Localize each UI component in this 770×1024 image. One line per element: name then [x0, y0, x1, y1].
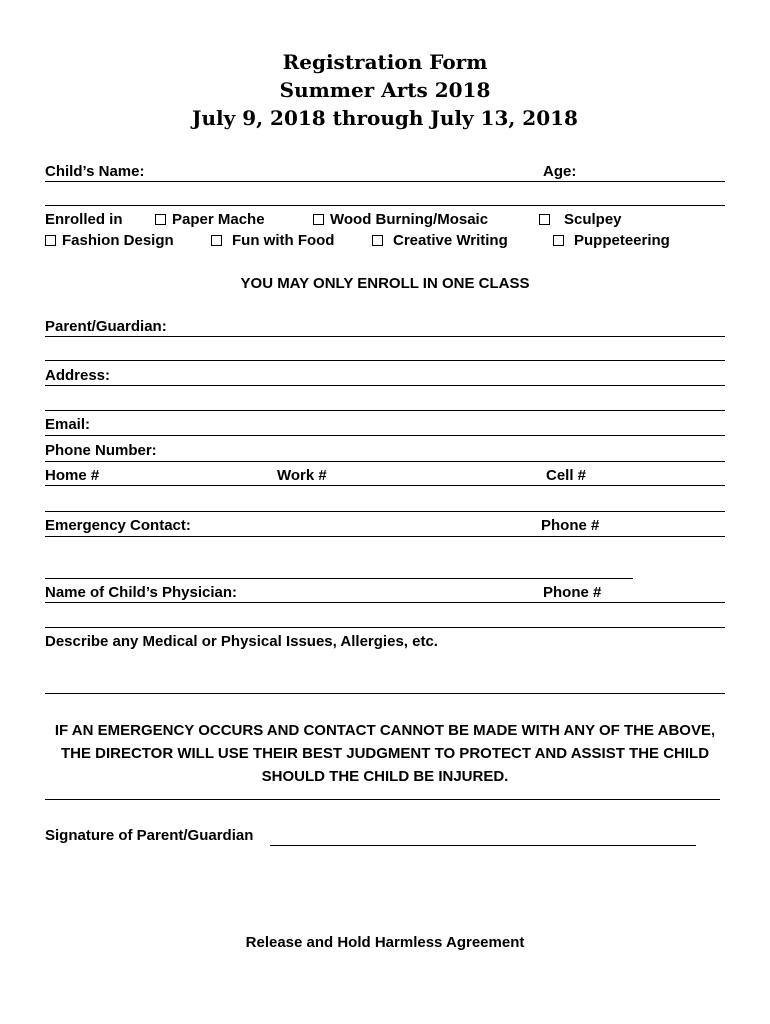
phones-line-2[interactable]	[45, 511, 725, 512]
home-phone-label: Home #	[45, 467, 100, 484]
form-dates: July 9, 2018 through July 13, 2018	[192, 106, 578, 130]
medical-issues-field-line[interactable]	[45, 693, 725, 694]
form-title: Registration Form	[282, 50, 488, 74]
physician-phone-label: Phone #	[543, 584, 602, 601]
email-label: Email:	[45, 416, 91, 433]
class-option-paper-mache[interactable]: Paper Mache	[155, 211, 265, 229]
form-subtitle: Summer Arts 2018	[279, 78, 491, 102]
class-option-fashion-design[interactable]: Fashion Design	[45, 232, 174, 250]
class-option-creative-writing[interactable]: Creative Writing	[372, 232, 508, 250]
phone-number-line[interactable]	[45, 461, 725, 462]
checkbox-icon[interactable]	[372, 235, 383, 246]
signature-label: Signature of Parent/Guardian	[45, 827, 254, 844]
medical-issues-label: Describe any Medical or Physical Issues, Allergies, etc.	[45, 633, 438, 650]
checkbox-icon[interactable]	[211, 235, 222, 246]
checkbox-icon[interactable]	[313, 214, 324, 225]
class-option-sculpey[interactable]: Sculpey	[539, 211, 622, 229]
emergency-contact-label: Emergency Contact:	[45, 517, 191, 534]
release-agreement-heading: Release and Hold Harmless Agreement	[245, 934, 525, 951]
checkbox-icon[interactable]	[553, 235, 564, 246]
parent-guardian-line-2[interactable]	[45, 360, 725, 361]
parent-guardian-label: Parent/Guardian:	[45, 318, 167, 335]
physician-field-line[interactable]	[45, 602, 725, 603]
work-phone-label: Work #	[277, 467, 327, 484]
child-name-field-line[interactable]	[45, 181, 725, 182]
emergency-contact-line-2[interactable]	[45, 578, 633, 579]
one-class-notice: YOU MAY ONLY ENROLL IN ONE CLASS	[240, 275, 530, 292]
cell-phone-label: Cell #	[546, 467, 587, 484]
class-option-wood-burning[interactable]: Wood Burning/Mosaic	[313, 211, 488, 229]
parent-guardian-field-line[interactable]	[45, 336, 725, 337]
class-option-puppeteering[interactable]: Puppeteering	[553, 232, 670, 250]
emergency-notice: IF AN EMERGENCY OCCURS AND CONTACT CANNOT BE MADE WITH ANY OF THE ABOVE, THE DIRECTOR WILL USE THEIR BEST JUDGMENT TO PROTECT AND ASSIST THE CHILD SHOULD THE CHILD BE INJURED.	[54, 722, 716, 785]
phone-number-label: Phone Number:	[45, 442, 157, 459]
address-line-2[interactable]	[45, 410, 725, 411]
email-field-line[interactable]	[45, 435, 725, 436]
enrolled-in-label: Enrolled in	[45, 211, 123, 228]
checkbox-icon[interactable]	[45, 235, 56, 246]
emergency-phone-label: Phone #	[541, 517, 600, 534]
phones-field-line[interactable]	[45, 485, 725, 486]
physician-line-2[interactable]	[45, 627, 725, 628]
child-name-label: Child’s Name:	[45, 163, 145, 180]
divider-line	[45, 205, 725, 206]
address-field-line[interactable]	[45, 385, 725, 386]
emergency-contact-field-line[interactable]	[45, 536, 725, 537]
age-label: Age:	[543, 163, 577, 180]
notice-divider-line	[45, 799, 720, 800]
checkbox-icon[interactable]	[155, 214, 166, 225]
class-option-fun-with-food[interactable]: Fun with Food	[211, 232, 334, 250]
address-label: Address:	[45, 367, 111, 384]
physician-label: Name of Child’s Physician:	[45, 584, 237, 601]
signature-field-line[interactable]	[270, 845, 696, 846]
checkbox-icon[interactable]	[539, 214, 550, 225]
